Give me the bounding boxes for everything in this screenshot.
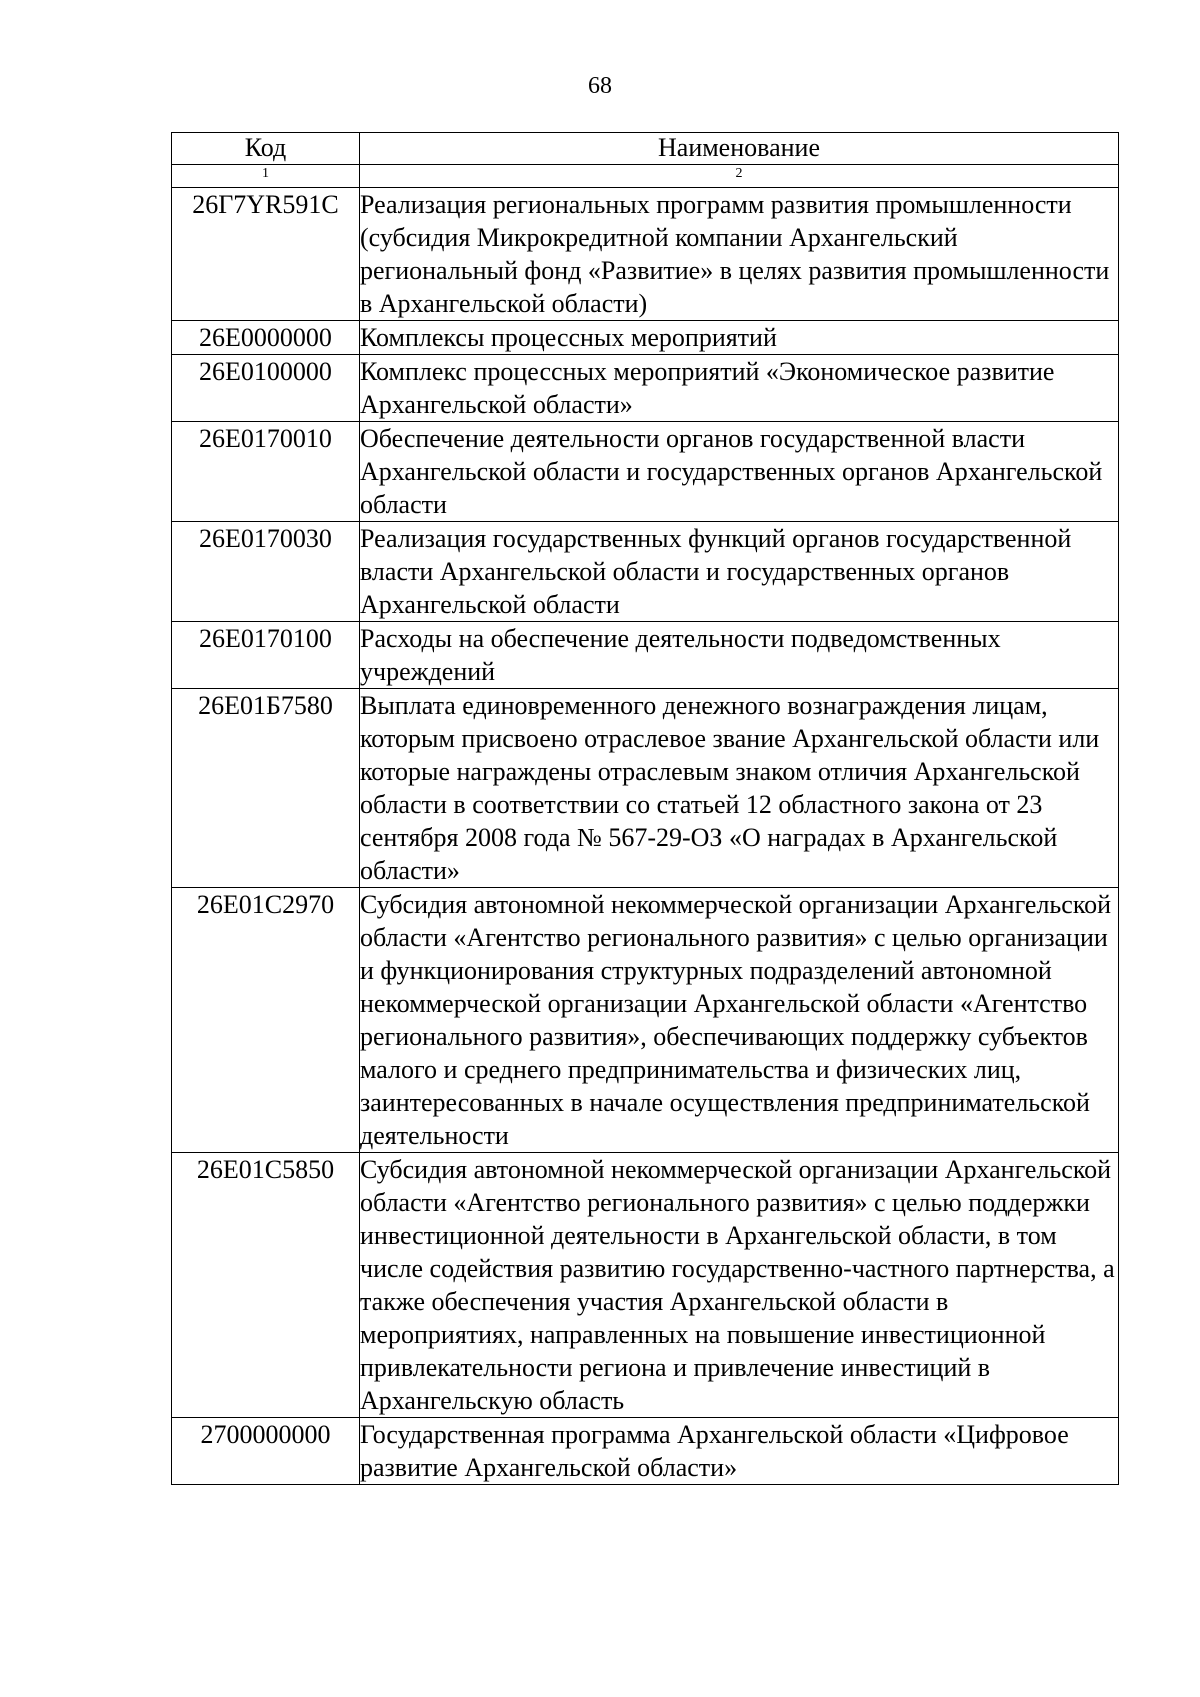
row-code: 26Е0170030 [172, 522, 360, 622]
row-code: 26Е0170100 [172, 622, 360, 689]
row-code: 26Е0000000 [172, 321, 360, 355]
row-name: Государственная программа Архангельской области «Цифровое развитие Архангельской области» [360, 1418, 1119, 1485]
row-code: 26Е01С2970 [172, 888, 360, 1153]
page-number: 68 [588, 73, 612, 99]
header-row [172, 133, 1119, 165]
row-code: 26Е0170010 [172, 422, 360, 522]
row-name: Реализация региональных программ развития промышленности (субсидия Микрокредитной компании Архангельский региональный фонд «Развитие» в целях развития промышленности в Архангельской области) [360, 188, 1119, 321]
row-code: 26Г7YR591C [172, 188, 360, 321]
column-number-code: 1 [172, 165, 360, 188]
row-code: 26Е0100000 [172, 355, 360, 422]
row-name: Обеспечение деятельности органов государственной власти Архангельской области и государственных органов Архангельской области [360, 422, 1119, 522]
table-row [172, 188, 1119, 321]
header-number-row [172, 165, 1119, 188]
table-row [172, 321, 1119, 355]
row-code: 26Е01С5850 [172, 1153, 360, 1418]
table-row [172, 622, 1119, 689]
row-name: Субсидия автономной некоммерческой организации Архангельской области «Агентство регионального развития» с целью организации и функционирования структурных подразделений автономной некоммерческой организации Архангельской области «Агентство регионального развития», обеспечивающих поддержку субъектов малого и среднего предпринимательства и физических лиц, заинтересованных в начале осуществления предпринимательской деятельности [360, 888, 1119, 1153]
budget-classification-table [171, 132, 1119, 1485]
table-body [172, 188, 1119, 1485]
row-code: 2700000000 [172, 1418, 360, 1485]
row-name: Субсидия автономной некоммерческой организации Архангельской области «Агентство регионального развития» с целью поддержки инвестиционной деятельности в Архангельской области, в том числе содействия развитию государственно-частного партнерства, а также обеспечения участия Архангельской области в мероприятиях, направленных на повышение инвестиционной привлекательности региона и привлечение инвестиций в Архангельскую область [360, 1153, 1119, 1418]
table-row [172, 422, 1119, 522]
row-code: 26Е01Б7580 [172, 689, 360, 888]
row-name: Расходы на обеспечение деятельности подведомственных учреждений [360, 622, 1119, 689]
table-row [172, 355, 1119, 422]
row-name: Комплексы процессных мероприятий [360, 321, 1119, 355]
table-row [172, 1153, 1119, 1418]
table-header [172, 133, 1119, 188]
table-row [172, 888, 1119, 1153]
column-header-code: Код [172, 133, 360, 165]
row-name: Комплекс процессных мероприятий «Экономическое развитие Архангельской области» [360, 355, 1119, 422]
table-row [172, 522, 1119, 622]
row-name: Выплата единовременного денежного вознаграждения лицам, которым присвоено отраслевое звание Архангельской области или которые награждены отраслевым знаком отличия Архангельской области в соответствии со статьей 12 областного закона от 23 сентября 2008 года № 567-29-ОЗ «О наградах в Архангельской области» [360, 689, 1119, 888]
row-name: Реализация государственных функций органов государственной власти Архангельской области и государственных органов Архангельской области [360, 522, 1119, 622]
column-header-name: Наименование [360, 133, 1119, 165]
table-row [172, 689, 1119, 888]
table-row [172, 1418, 1119, 1485]
column-number-name: 2 [360, 165, 1119, 188]
